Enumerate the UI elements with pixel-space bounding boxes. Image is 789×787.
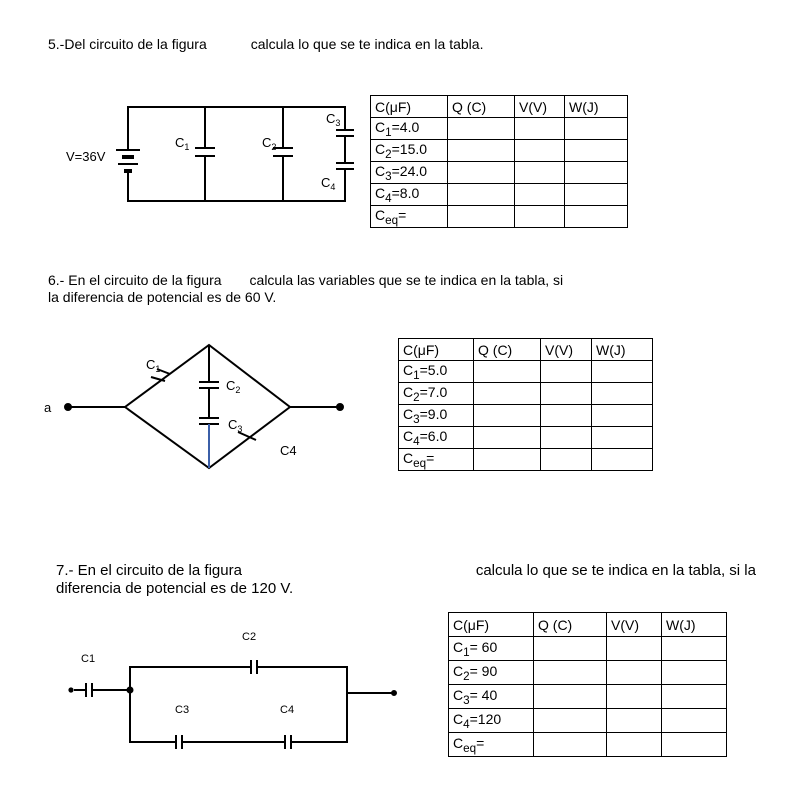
charge-cell[interactable] [474, 383, 541, 405]
table-row [371, 206, 628, 228]
capacitance-cell: $C_2= 90$ [449, 661, 534, 685]
header-capacitance: C(μF) [399, 339, 474, 361]
c3-label: $C_3$ [326, 111, 341, 128]
table-header-row [371, 96, 628, 118]
energy-cell[interactable] [662, 685, 727, 709]
header-voltage: V(V) [515, 96, 565, 118]
table-header-row [449, 613, 727, 637]
voltage-cell[interactable] [607, 661, 662, 685]
circuit-5-bottom-wire [128, 171, 345, 201]
voltage-cell[interactable] [541, 405, 592, 427]
voltage-cell[interactable] [515, 184, 565, 206]
charge-cell[interactable] [448, 140, 515, 162]
node-b-dot [337, 404, 343, 410]
capacitance-cell: $C_3= 40$ [449, 685, 534, 709]
circuit-7 [69, 660, 396, 749]
capacitance-cell: $C_4=120$ [449, 709, 534, 733]
capacitance-cell: $C_2=7.0$ [399, 383, 474, 405]
question-5-text-b: calcula lo que se te indica en la tabla. [250, 36, 484, 52]
charge-cell[interactable] [534, 733, 607, 757]
table-row [399, 383, 653, 405]
table-header-row [399, 339, 653, 361]
table-row [371, 118, 628, 140]
input-dot [69, 688, 72, 691]
energy-cell[interactable] [662, 709, 727, 733]
capacitor-table-6 [398, 338, 653, 471]
energy-cell[interactable] [565, 118, 628, 140]
table-row [371, 140, 628, 162]
table-row [371, 184, 628, 206]
energy-cell[interactable] [592, 361, 653, 383]
c3-label-6: $C_3$ [228, 417, 243, 434]
question-6-text-b: calcula las variables que se te indica en la tabla, si [249, 272, 564, 288]
energy-cell[interactable] [662, 661, 727, 685]
energy-cell[interactable] [592, 449, 653, 471]
voltage-label: V=36V [66, 149, 106, 164]
c2-label-6: $C_2$ [226, 378, 241, 395]
charge-cell[interactable] [534, 637, 607, 661]
voltage-cell[interactable] [541, 427, 592, 449]
table-row [371, 162, 628, 184]
voltage-cell[interactable] [541, 449, 592, 471]
question-5-text-a: 5.-Del circuito de la figura [48, 36, 207, 52]
question-7-text-a: 7.- En el circuito de la figura [56, 562, 242, 579]
voltage-cell[interactable] [607, 685, 662, 709]
header-charge: Q (C) [448, 96, 515, 118]
circuit-5 [116, 107, 354, 201]
charge-cell[interactable] [534, 709, 607, 733]
energy-cell[interactable] [592, 427, 653, 449]
charge-cell[interactable] [474, 427, 541, 449]
voltage-cell[interactable] [515, 206, 565, 228]
table-row [449, 733, 727, 757]
energy-cell[interactable] [662, 733, 727, 757]
c2-label: $C_2$ [262, 135, 277, 152]
question-7-text-b: calcula lo que se te indica en la tabla, si la [475, 562, 756, 579]
node-a-label: a [44, 400, 52, 415]
capacitance-cell: $C_{eq}=$ [449, 733, 534, 757]
output-dot [392, 691, 396, 695]
header-capacitance: C(μF) [449, 613, 534, 637]
top-branch-right [257, 667, 347, 742]
c3-label-7: C3 [175, 704, 190, 716]
table-row [449, 709, 727, 733]
c4-label: $C_4$ [321, 175, 336, 192]
table-row [449, 637, 727, 661]
header-energy: W(J) [592, 339, 653, 361]
voltage-cell[interactable] [607, 637, 662, 661]
header-voltage: V(V) [541, 339, 592, 361]
energy-cell[interactable] [662, 637, 727, 661]
c1-label: $C_1$ [175, 135, 190, 152]
capacitance-cell: $C_{eq}=$ [399, 449, 474, 471]
capacitance-cell: $C_4=6.0$ [399, 427, 474, 449]
charge-cell[interactable] [448, 206, 515, 228]
table-row [399, 405, 653, 427]
energy-cell[interactable] [565, 206, 628, 228]
capacitance-cell: $C_2=15.0$ [371, 140, 448, 162]
circuit-5-top-wire [128, 107, 345, 150]
node-a-dot [65, 404, 71, 410]
bottom-branch-left [130, 690, 176, 742]
c1-label-7: C1 [81, 653, 96, 665]
energy-cell[interactable] [565, 184, 628, 206]
capacitor-table-7 [448, 612, 727, 757]
energy-cell[interactable] [565, 140, 628, 162]
header-charge: Q (C) [534, 613, 607, 637]
question-6-text-a: 6.- En el circuito de la figura [48, 272, 222, 288]
voltage-cell[interactable] [515, 140, 565, 162]
c1-label-6: $C_1$ [146, 357, 161, 374]
c4-label-6: C4 [280, 443, 297, 458]
voltage-cell[interactable] [515, 118, 565, 140]
voltage-cell[interactable] [515, 162, 565, 184]
top-branch-left [130, 667, 251, 690]
voltage-cell[interactable] [541, 361, 592, 383]
header-charge: Q (C) [474, 339, 541, 361]
header-energy: W(J) [662, 613, 727, 637]
charge-cell[interactable] [448, 118, 515, 140]
capacitance-cell: $C_1=4.0$ [371, 118, 448, 140]
charge-cell[interactable] [474, 449, 541, 471]
question-7-line2: diferencia de potencial es de 120 V. [56, 580, 294, 597]
header-energy: W(J) [565, 96, 628, 118]
charge-cell[interactable] [448, 162, 515, 184]
voltage-cell[interactable] [607, 733, 662, 757]
capacitance-cell: $C_4=8.0$ [371, 184, 448, 206]
capacitance-cell: $C_1= 60$ [449, 637, 534, 661]
capacitance-cell: $C_3=24.0$ [371, 162, 448, 184]
table-row [399, 361, 653, 383]
charge-cell[interactable] [534, 661, 607, 685]
question-6-line2: la diferencia de potencial es de 60 V. [48, 289, 277, 305]
header-voltage: V(V) [607, 613, 662, 637]
table-row [449, 685, 727, 709]
table-row [399, 449, 653, 471]
header-capacitance: C(μF) [371, 96, 448, 118]
table-row [449, 661, 727, 685]
capacitor-table-5 [370, 95, 628, 228]
energy-cell[interactable] [565, 162, 628, 184]
charge-cell[interactable] [474, 405, 541, 427]
capacitance-cell: $C_1=5.0$ [399, 361, 474, 383]
energy-cell[interactable] [592, 383, 653, 405]
charge-cell[interactable] [448, 184, 515, 206]
energy-cell[interactable] [592, 405, 653, 427]
c4-label-7: C4 [280, 704, 295, 716]
c2-label-7: C2 [242, 631, 257, 643]
capacitance-cell: $C_{eq}=$ [371, 206, 448, 228]
capacitance-cell: $C_3=9.0$ [399, 405, 474, 427]
voltage-cell[interactable] [541, 383, 592, 405]
voltage-cell[interactable] [607, 709, 662, 733]
charge-cell[interactable] [474, 361, 541, 383]
charge-cell[interactable] [534, 685, 607, 709]
table-row [399, 427, 653, 449]
circuit-6 [65, 345, 343, 468]
